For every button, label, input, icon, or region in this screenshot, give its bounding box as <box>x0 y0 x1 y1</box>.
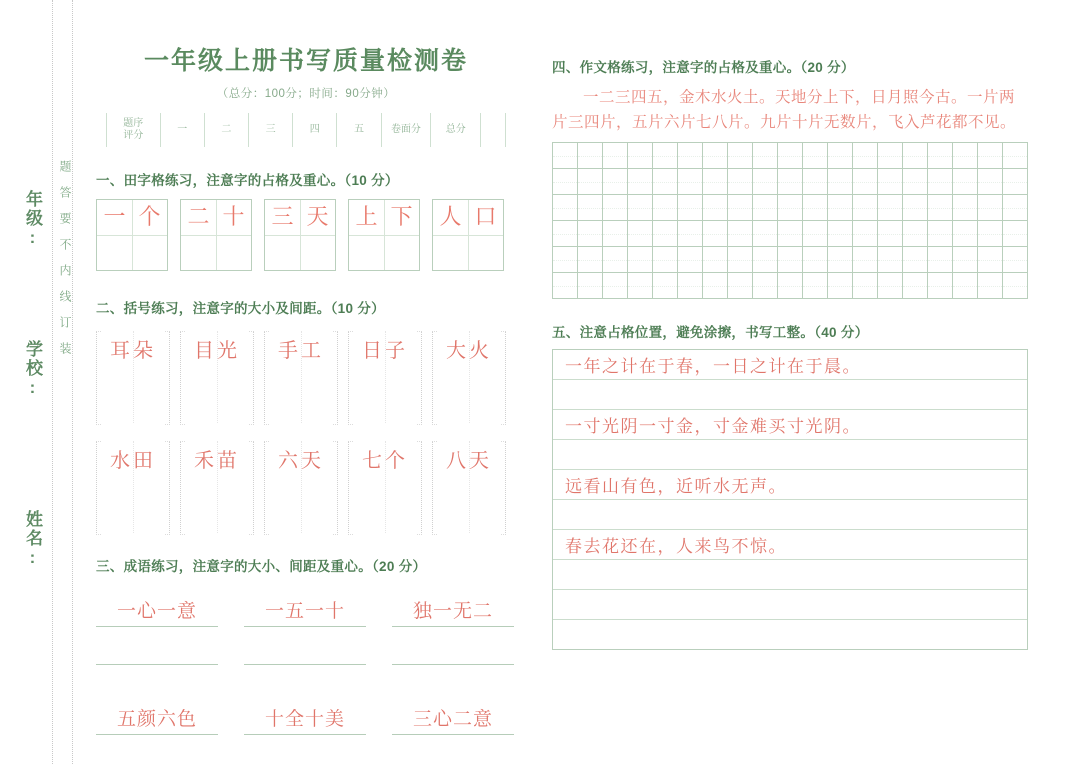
idiom-text: 一心一意 <box>116 600 197 622</box>
composition-cell <box>828 143 853 169</box>
composition-cell <box>853 247 878 273</box>
idiom-slot-blank <box>96 743 218 764</box>
composition-cell <box>903 143 928 169</box>
composition-cell <box>603 247 628 273</box>
bracket-row-1 <box>96 331 516 423</box>
composition-cell <box>703 221 728 247</box>
composition-cell <box>903 247 928 273</box>
composition-cell <box>603 221 628 247</box>
bracket-word: 日子 <box>362 338 408 362</box>
idiom-slot-blank <box>392 635 514 665</box>
tianzige-cell <box>216 200 251 235</box>
composition-cell <box>553 143 578 169</box>
composition-cell <box>928 273 953 299</box>
idiom-grid <box>96 587 516 764</box>
ruled-line <box>553 589 1027 619</box>
ruled-line-text: 春去花还在，人来鸟不惊。 <box>565 537 787 558</box>
composition-cell <box>828 273 853 299</box>
bracket-word: 手工 <box>278 338 324 362</box>
tianzige-char: 一 <box>103 204 126 230</box>
bracket-word: 耳朵 <box>110 338 156 362</box>
bracket-row-2 <box>96 441 516 533</box>
composition-cell <box>553 247 578 273</box>
composition-cell <box>728 195 753 221</box>
composition-cell <box>653 273 678 299</box>
composition-cell <box>853 273 878 299</box>
idiom-text: 十全十美 <box>264 708 345 730</box>
composition-cell <box>753 247 778 273</box>
section-3-heading: 三、成语练习，注意字的大小、间距及重心。（20 分） <box>96 559 427 574</box>
tianzige-char: 三 <box>271 204 294 230</box>
bracket-cell <box>180 441 254 533</box>
composition-cell <box>703 169 728 195</box>
bracket-word: 八天 <box>446 448 492 472</box>
idiom-slot-blank <box>392 743 514 764</box>
composition-cell <box>853 169 878 195</box>
tianzige-cell <box>265 200 300 235</box>
composition-cell <box>803 169 828 195</box>
idiom-slot <box>244 587 366 627</box>
composition-cell <box>928 195 953 221</box>
tianzige-cells <box>433 200 503 270</box>
composition-cell <box>1003 143 1028 169</box>
field-grade: 年级: <box>23 190 42 249</box>
seal-line-text: 题答要不内线订装 <box>58 160 72 368</box>
tianzige-cell <box>468 200 503 235</box>
composition-cell <box>778 169 803 195</box>
tianzige-row <box>96 199 516 271</box>
composition-cell <box>803 221 828 247</box>
composition-cell <box>828 169 853 195</box>
ruled-line <box>553 469 1027 499</box>
score-table-row <box>107 113 506 147</box>
composition-cell <box>603 195 628 221</box>
composition-cell <box>778 247 803 273</box>
composition-cell <box>678 221 703 247</box>
composition-cell <box>953 195 978 221</box>
tianzige-char: 天 <box>306 204 329 230</box>
composition-cell <box>653 195 678 221</box>
bracket-word: 禾苗 <box>194 448 240 472</box>
tianzige-char: 二 <box>187 204 210 230</box>
composition-cell <box>803 247 828 273</box>
score-col-3: 三 <box>248 113 292 147</box>
composition-cell <box>928 169 953 195</box>
composition-cell <box>853 221 878 247</box>
tianzige-char: 个 <box>138 204 161 230</box>
score-col-4: 四 <box>293 113 337 147</box>
ruled-line-text: 远看山有色，近听水无声。 <box>565 477 787 498</box>
left-column <box>96 46 516 764</box>
composition-cell <box>628 221 653 247</box>
idiom-slot <box>392 587 514 627</box>
ruled-line <box>553 409 1027 439</box>
idiom-row <box>96 635 516 665</box>
composition-cell <box>903 221 928 247</box>
idiom-row <box>96 743 516 764</box>
composition-cell <box>703 273 728 299</box>
ruled-line <box>553 499 1027 529</box>
idiom-text: 三心二意 <box>412 708 493 730</box>
composition-cell <box>953 169 978 195</box>
composition-cell <box>703 195 728 221</box>
composition-cell <box>1003 247 1028 273</box>
idiom-row <box>96 587 516 627</box>
ruled-line <box>553 559 1027 589</box>
composition-cell <box>928 143 953 169</box>
composition-cell <box>978 169 1003 195</box>
tianzige-cell <box>384 200 419 235</box>
ruled-line <box>553 349 1027 379</box>
tianzige-cells <box>265 200 335 270</box>
composition-cell <box>828 195 853 221</box>
composition-cell <box>728 221 753 247</box>
idiom-slot <box>96 587 218 627</box>
tianzige-cell <box>132 200 167 235</box>
bracket-word: 六天 <box>278 448 324 472</box>
tianzige-cell <box>433 200 468 235</box>
composition-cell <box>628 247 653 273</box>
composition-cell <box>878 273 903 299</box>
idiom-text: 一五一十 <box>264 600 345 622</box>
idiom-slot-blank <box>96 635 218 665</box>
composition-cell <box>728 273 753 299</box>
bracket-word: 水田 <box>110 448 156 472</box>
page-subtitle: （总分：100分；时间：90分钟） <box>216 88 396 100</box>
composition-cell <box>628 143 653 169</box>
composition-cell <box>753 221 778 247</box>
score-table-label-cell <box>107 113 161 147</box>
tianzige-char: 十 <box>222 204 245 230</box>
composition-cell <box>653 143 678 169</box>
composition-cell <box>778 195 803 221</box>
composition-cell <box>678 273 703 299</box>
tianzige-group <box>348 199 420 271</box>
composition-cell <box>1003 169 1028 195</box>
score-label-score: 评分 <box>123 130 144 141</box>
score-col-5: 五 <box>337 113 381 147</box>
tianzige-group <box>96 199 168 271</box>
composition-cell <box>953 143 978 169</box>
composition-cell <box>728 143 753 169</box>
composition-cell <box>578 247 603 273</box>
bracket-cell <box>264 331 338 423</box>
composition-cell <box>753 169 778 195</box>
composition-cell <box>803 273 828 299</box>
bracket-cell <box>348 331 422 423</box>
composition-cell <box>928 247 953 273</box>
tianzige-group <box>180 199 252 271</box>
composition-cell <box>553 169 578 195</box>
bracket-word: 大火 <box>446 338 492 362</box>
composition-cell <box>578 273 603 299</box>
composition-cell <box>1003 221 1028 247</box>
composition-cell <box>553 195 578 221</box>
composition-cell <box>553 273 578 299</box>
section-5-heading: 五、注意占格位置，避免涂擦，书写工整。（40 分） <box>552 325 869 341</box>
composition-cell <box>603 273 628 299</box>
composition-cell <box>653 221 678 247</box>
composition-cell <box>828 221 853 247</box>
composition-cell <box>578 195 603 221</box>
tianzige-char: 人 <box>439 204 462 230</box>
composition-cell <box>678 247 703 273</box>
section-4-heading: 四、作文格练习，注意字的占格及重心。（20 分） <box>552 60 855 75</box>
tianzige-char: 口 <box>474 204 497 230</box>
ruled-writing-box <box>552 349 1028 650</box>
composition-cell <box>903 273 928 299</box>
tianzige-cell <box>349 200 384 235</box>
bracket-cell <box>348 441 422 533</box>
idiom-slot-blank <box>244 635 366 665</box>
ruled-line <box>553 529 1027 559</box>
composition-cell <box>753 195 778 221</box>
composition-cell <box>878 221 903 247</box>
composition-cell <box>978 221 1003 247</box>
composition-cell <box>753 273 778 299</box>
score-col-empty <box>481 113 506 147</box>
bracket-cell <box>264 441 338 533</box>
score-col-total: 总分 <box>431 113 481 147</box>
score-label-question: 题序 <box>123 117 144 129</box>
bracket-cell <box>96 331 170 423</box>
tianzige-cells <box>181 200 251 270</box>
idiom-text: 独一无二 <box>412 600 493 622</box>
composition-cell <box>1003 273 1028 299</box>
section-2-heading: 二、括号练习，注意字的大小及间距。（10 分） <box>96 301 385 316</box>
idiom-slot <box>244 695 366 735</box>
composition-cell <box>903 169 928 195</box>
idiom-slot <box>392 695 514 735</box>
composition-cell <box>578 169 603 195</box>
bracket-cell <box>180 331 254 423</box>
tianzige-cells <box>97 200 167 270</box>
composition-cell <box>853 143 878 169</box>
tianzige-cells <box>349 200 419 270</box>
score-col-2: 二 <box>204 113 248 147</box>
composition-cell <box>953 247 978 273</box>
idiom-row <box>96 695 516 735</box>
composition-cell <box>578 143 603 169</box>
score-col-presentation: 卷面分 <box>381 113 431 147</box>
composition-cell <box>728 169 753 195</box>
composition-cell <box>603 143 628 169</box>
bracket-cell <box>96 441 170 533</box>
section-1-heading: 一、田字格练习，注意字的占格及重心。（10 分） <box>96 173 399 188</box>
bracket-cell <box>432 331 506 423</box>
composition-cell <box>728 247 753 273</box>
composition-cell <box>578 221 603 247</box>
composition-cell <box>703 143 728 169</box>
composition-cell <box>778 221 803 247</box>
bracket-cell <box>432 441 506 533</box>
composition-cell <box>978 247 1003 273</box>
field-name: 姓名: <box>23 510 42 569</box>
idiom-slot <box>96 695 218 735</box>
ruled-line <box>553 439 1027 469</box>
bracket-word: 七个 <box>362 448 408 472</box>
right-column <box>552 56 1030 650</box>
composition-cell <box>778 143 803 169</box>
tianzige-char: 下 <box>390 204 413 230</box>
composition-cell <box>653 169 678 195</box>
composition-cell <box>1003 195 1028 221</box>
binding-dotted-line-inner <box>72 0 73 764</box>
composition-cell <box>853 195 878 221</box>
idiom-text: 五颜六色 <box>116 708 197 730</box>
composition-cell <box>878 195 903 221</box>
ruled-line <box>553 379 1027 409</box>
composition-cell <box>778 273 803 299</box>
composition-cell <box>928 221 953 247</box>
tianzige-cell <box>300 200 335 235</box>
tianzige-cell <box>181 200 216 235</box>
field-school: 学校: <box>23 340 42 399</box>
composition-cell <box>878 169 903 195</box>
composition-cell <box>653 247 678 273</box>
composition-cell <box>828 247 853 273</box>
composition-cell <box>953 273 978 299</box>
section-4-sample-text: 一二三四五，金木水火土。天地分上下，日月照今古。一片两片三四片，五片六片七八片。九片十片无数片，飞入芦花都不见。 <box>552 88 1017 132</box>
ruled-line-text: 一寸光阴一寸金，寸金难买寸光阴。 <box>565 417 861 438</box>
composition-cell <box>628 195 653 221</box>
composition-cell <box>703 247 728 273</box>
binding-margin <box>0 0 92 764</box>
ruled-line <box>553 619 1027 649</box>
tianzige-cell <box>97 200 132 235</box>
score-col-1: 一 <box>160 113 204 147</box>
tianzige-group <box>432 199 504 271</box>
composition-cell <box>878 143 903 169</box>
composition-cell <box>603 169 628 195</box>
composition-cell <box>803 143 828 169</box>
composition-cell <box>678 143 703 169</box>
composition-cell <box>878 247 903 273</box>
composition-cell <box>753 143 778 169</box>
composition-cell <box>628 273 653 299</box>
composition-cell <box>978 143 1003 169</box>
composition-cell <box>678 195 703 221</box>
composition-grid <box>552 142 1028 299</box>
composition-cell <box>553 221 578 247</box>
page-title: 一年级上册书写质量检测卷 <box>143 47 468 75</box>
composition-cell <box>953 221 978 247</box>
ruled-line-text: 一年之计在于春，一日之计在于晨。 <box>565 357 861 378</box>
score-table <box>106 113 506 147</box>
bracket-word: 目光 <box>194 338 240 362</box>
composition-cell <box>903 195 928 221</box>
composition-cell <box>978 273 1003 299</box>
composition-cell <box>678 169 703 195</box>
composition-cell <box>803 195 828 221</box>
idiom-slot-blank <box>244 743 366 764</box>
composition-cell <box>978 195 1003 221</box>
binding-dotted-line-outer <box>52 0 53 764</box>
tianzige-char: 上 <box>355 204 378 230</box>
composition-cell <box>628 169 653 195</box>
tianzige-group <box>264 199 336 271</box>
